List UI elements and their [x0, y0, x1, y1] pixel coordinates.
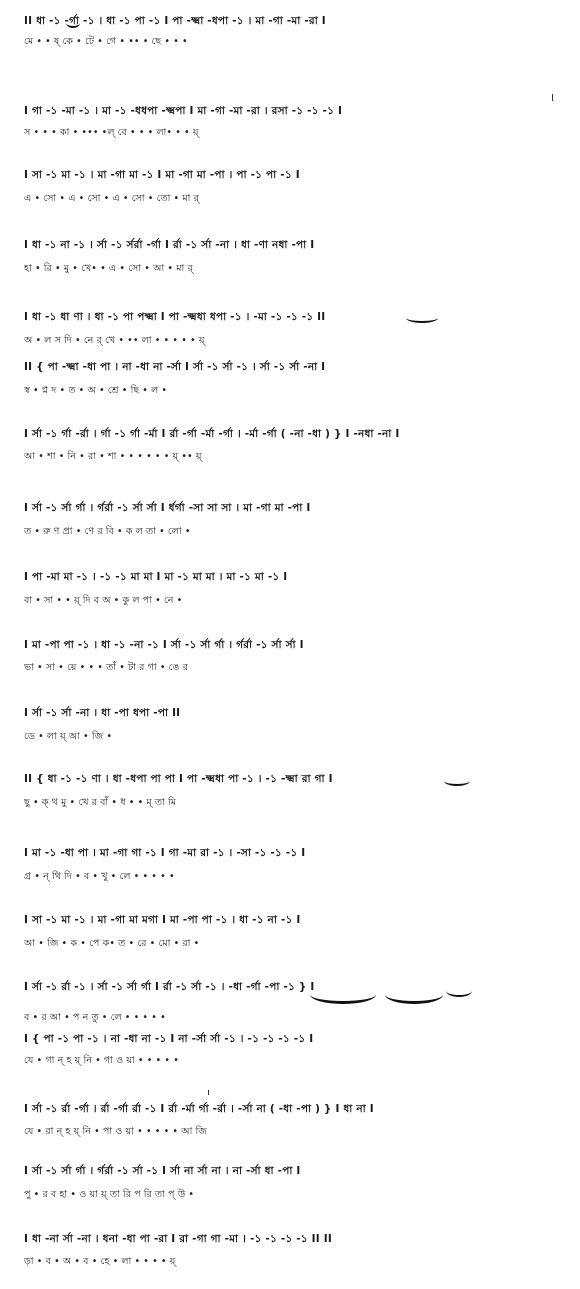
lyric-line-8: ত • রু ণ প্রা • ণে র বি • ক ল তা • লো •: [24, 526, 191, 537]
swara-line-19: I ধা -না র্সা -না । ধনা -ধা পা -রা I রা -গা গা -মা । -১ -১ -১ -১ II II: [24, 1233, 332, 1245]
swara-line-13: I মা -১ -ধা পা । মা -গা গা -১ I গা -মা রা -১ । -সা -১ -১ -১ I: [24, 847, 306, 859]
swara-line-12: II { ধা -১ -১ ণা । ধা -ধপা পা পা I পা -ক্ষ্মধা পা -১ । -১ -ক্ষ্মা রা গা I: [24, 773, 333, 785]
lyric-line-4: হা • রি • মু • খে• • এ • সো • আ • মা র্: [24, 263, 193, 274]
slur-mark: [444, 776, 470, 786]
slur-mark: [406, 313, 438, 323]
swara-line-17: I র্সা -১ র্রা -র্গা । র্রা -র্গা র্রা -১ I র্রা -র্মা র্গা -র্রা । -র্সা না ( -ধা -পা ) } I ধা না I: [24, 1103, 374, 1115]
swara-line-15: I র্সা -১ র্রা -১ । র্সা -১ র্সা র্গা I র্রা -১ র্সা -১ । -ধা -র্গা -পা -১ } I: [24, 981, 315, 993]
lyric-line-10: ভা • সা • য়ে • • • তাঁ • টা র গা • ঙে র: [24, 662, 189, 673]
lyric-line-15: ব • র আ • প ন তু • লে • • • • •: [24, 1012, 166, 1023]
lyric-line-17: যে • রা ন্ হ য়্ নি • পা ও য়া • • • • • আ জি: [24, 1126, 207, 1137]
lyric-line-13: গ্র • ন্ থি দি • ব • খু • লে • • • • •: [24, 871, 175, 882]
lyric-line-16: যে • গা ন্ হ য়্ নি • গা ও য়া • • • • •: [24, 1055, 179, 1066]
margin-tick-mark: [208, 1090, 209, 1095]
slur-mark: [66, 18, 80, 28]
lyric-line-2: স • • • কা • ••• •ল্ বে • • • লা• • • য়্: [24, 127, 199, 138]
swara-line-1: II ধা -১ -র্গা -১ । ধা -১ পা -১ I পা -ক্ষ্মা -ধপা -১ । মা -গা -মা -রা I: [24, 15, 326, 27]
swara-line-4: I ধা -১ না -১ । র্সা -১ র্সর্রা -র্গা I র্রা -১ র্সা -না । ধা -ণা নধা -পা I: [24, 239, 315, 251]
swara-line-18: I র্সা -১ র্সা র্গা । র্গর্রা -১ র্সা -১ I র্সা না র্সা না । না -র্সা ধা -পা I: [24, 1165, 301, 1177]
lyric-line-11: ডে • লা য়্ আ • জি •: [24, 731, 113, 742]
margin-tick-mark: [552, 94, 553, 101]
lyric-line-19: ড়া • ব • অ • ব • হে • লা • • • • য়্: [24, 1256, 176, 1267]
lyric-line-9: বা • সা • • য়্ দি ব অ • কু ল পা • নে •: [24, 595, 183, 606]
swara-line-9: I পা -মা মা -১ । -১ -১ মা মা I মা -১ মা মা । মা -১ মা -১ I: [24, 571, 288, 583]
lyric-line-12: ছু • ক্ থ মু • খে র বাঁ • ধ • • ম্ তা মি: [24, 797, 177, 808]
swara-line-16: I { পা -১ পা -১ । না -ধা না -১ I না -র্সা র্সা -১ । -১ -১ -১ -১ I: [24, 1033, 314, 1045]
lyric-line-7: আ • শা • নি • রা • শা • • • • • • য়্ •• য়্: [24, 451, 202, 462]
lyric-line-5: অ • ল স দি • নে র্ খে • •• লা • • • • • য়্: [24, 335, 205, 346]
swara-line-3: I সা -১ মা -১ । মা -গা মা -১ I মা -গা মা -পা । পা -১ পা -১ I: [24, 169, 300, 181]
swara-line-2: I গা -১ -মা -১ । মা -১ -ধধপা -ক্ষ্মপা I মা -গা -মা -রা । রসা -১ -১ -১ I: [24, 105, 343, 117]
swara-line-10: I মা -পা পা -১ । ধা -১ -না -১ I র্সা -১ র্সা র্গা । র্গর্রা -১ র্সা র্সা I: [24, 639, 304, 651]
swara-line-14: I সা -১ মা -১ । মা -গা মা মগা I মা -পা পা -১ । ধা -১ না -১ I: [24, 914, 301, 926]
swara-line-6: II { পা -ক্ষ্মা -ধা পা । না -ধা না -র্সা I র্সা -১ র্সা -১ । র্সা -১ র্সা -না I: [24, 361, 326, 373]
swara-line-7: I র্সা -১ র্গা -র্রা । র্গা -১ র্গা -র্মা I র্রা -র্গা -র্মা -র্গা । -র্মা -র্গা ( -না -ধা ) } I -নধা -না I: [24, 428, 400, 440]
lyric-line-3: এ • সো • এ • সো • এ • সো • তো • মা র্: [24, 193, 199, 204]
slur-mark: [310, 985, 376, 1004]
lyric-line-1: মে • • ষ্ কে • টে • গে • •• • ছে • • •: [24, 36, 188, 47]
swara-line-11: I র্সা -১ র্সা -না । ধা -পা ধপা -পা II: [24, 707, 181, 719]
swara-line-8: I র্সা -১ র্সা র্গা । র্গর্রা -১ র্সা র্সা I র্ধর্গা -সা সা সা । মা -গা মা -পা I: [24, 502, 311, 514]
slur-mark: [385, 985, 443, 1004]
slur-mark: [446, 985, 472, 997]
lyric-line-18: পু • র ব হা • ও য়া য়্ তা রি প রি তা প্ উ •: [24, 1189, 195, 1200]
lyric-line-14: আ • জি • ক • পে ক• ত • রে • মো • রা •: [24, 938, 200, 949]
swara-line-5: I ধা -১ ধা ণা । ধা -১ পা পক্ষ্মা I পা -ক্ষ্মধা ধপা -১ । -মা -১ -১ -১ II: [24, 311, 326, 323]
lyric-line-6: স্ব • প্ন দ • ত • অ • শ্রে • ছি • ল •: [24, 385, 168, 396]
